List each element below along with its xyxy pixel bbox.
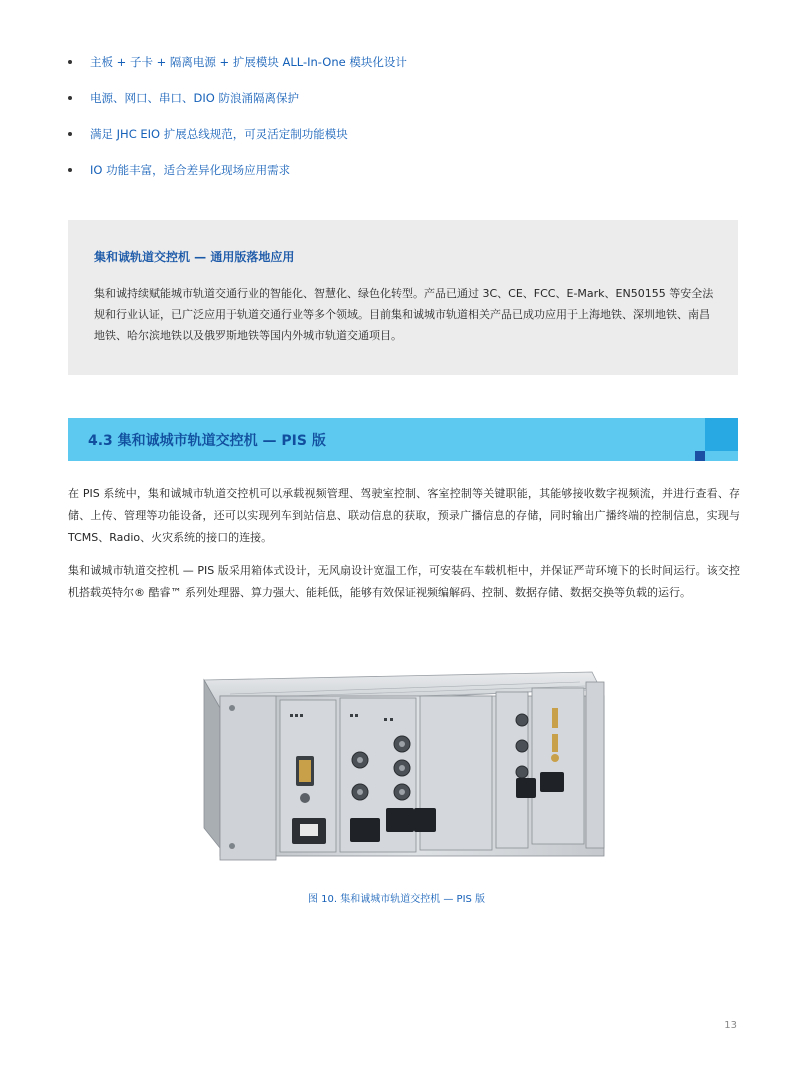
bullet-dot-icon <box>68 96 72 100</box>
feature-list-item: IO 功能丰富，适合差异化现场应用需求 <box>68 160 748 196</box>
bullet-dot-icon <box>68 60 72 64</box>
section-header-bar <box>68 418 738 461</box>
body-paragraph: 在 PIS 系统中，集和诚城市轨道交控机可以承载视频管理、驾驶室控制、客室控制等关键职能，其能够接收数字视频流，并进行查看、存储、上传、管理等功能设备，还可以实现列车到站信息、联动信息的获取，预录广播信息的存储，同时输出广播终端的控制信息，实现与 TCMS、Radio、火灾系统的接口的连接。 <box>68 487 740 544</box>
callout-body: 集和诚持续赋能城市轨道交通行业的智能化、智慧化、绿色化转型。产品已通过 3C、CE、FCC、E-Mark、EN50155 等安全法规和行业认证，已广泛应用于轨道交通行业等多个领域。目前集和诚城市轨道相关产品已成功应用于上海地铁、深圳地铁、南昌地铁、哈尔滨地铁以及俄罗斯地铁等国内外城市轨道交通项目。 <box>94 287 714 342</box>
callout-title: 集和诚轨道交控机 — 通用版落地应用 <box>94 250 295 264</box>
page-number: 13 <box>724 1020 737 1031</box>
feature-list <box>68 52 748 196</box>
figure-caption: 图 10. 集和诚城市轨道交控机 — PIS 版 <box>307 894 486 905</box>
section-title: 4.3 集和诚城市轨道交控机 — PIS 版 <box>88 433 326 449</box>
bullet-dot-icon <box>68 168 72 172</box>
decorative-square-small-icon <box>695 451 705 461</box>
feature-list-item: 主板 + 子卡 + 隔离电源 + 扩展模块 ALL-In-One 模块化设计 <box>68 52 748 88</box>
body-paragraph: 集和诚城市轨道交控机 — PIS 版采用箱体式设计，无风扇设计宽温工作，可安装在车载机柜中，并保证严苛环境下的长时间运行。该交控机搭载英特尔® 酷睿™ 系列处理器、算力强大、能耗低，能够有效保证视频编解码、控制、数据存储、数据交换等负载的运行。 <box>68 564 740 599</box>
feature-list-item: 满足 JHC EIO 扩展总线规范，可灵活定制功能模块 <box>68 124 748 160</box>
feature-list-item: 电源、网口、串口、DIO 防浪涌隔离保护 <box>68 88 748 124</box>
application-callout-box <box>68 220 738 375</box>
product-photo <box>200 668 606 870</box>
decorative-square-icon <box>705 418 738 451</box>
bullet-dot-icon <box>68 132 72 136</box>
